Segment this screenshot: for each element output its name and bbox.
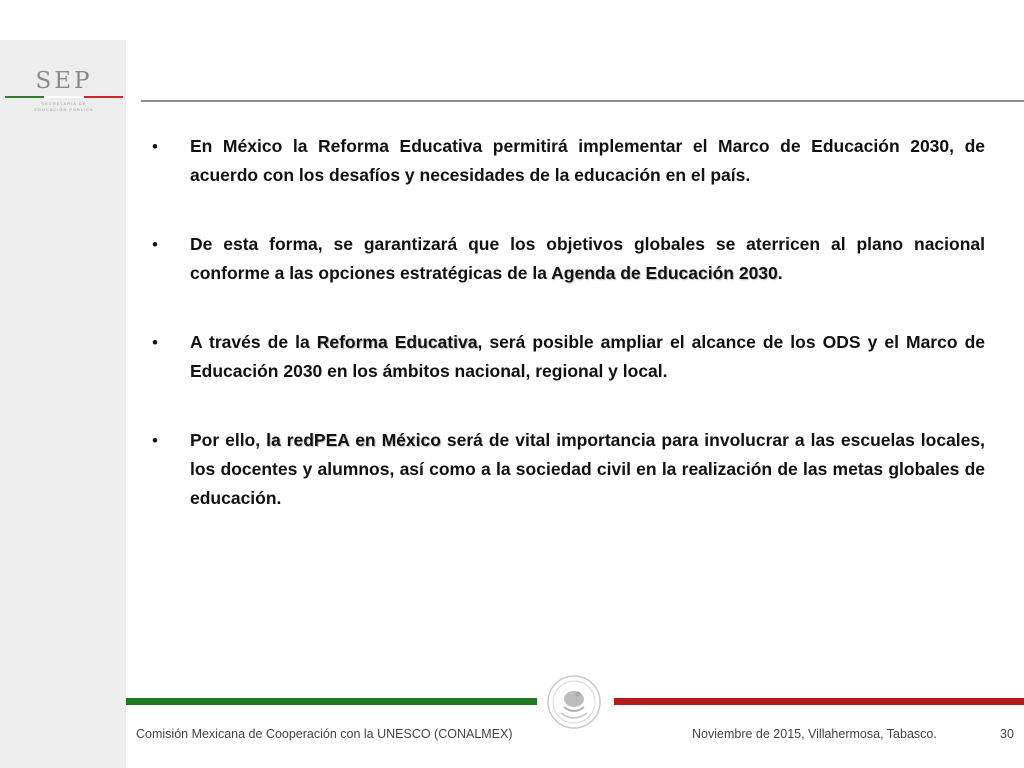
bullet-dot: •: [152, 137, 158, 156]
sep-logo: [4, 68, 124, 128]
emphasized-text: la redPEA en México: [266, 430, 441, 450]
header-divider: [141, 100, 1024, 102]
footer-green-bar: [126, 698, 537, 705]
bullet-item: [150, 426, 985, 513]
text-segment: , será posible ampliar el alcance de los ODS y el Marco de Educación 2030 en los ámbitos nacional, regional y local.: [190, 332, 985, 381]
bullet-text: [190, 328, 985, 386]
logo-flag-stripe: [5, 96, 123, 98]
bullet-item: [150, 230, 985, 288]
bullet-text: [190, 132, 985, 190]
bullet-text: [190, 426, 985, 513]
logo-title: SEP: [35, 68, 93, 94]
text-segment: En México la Reforma Educativa permitirá implementar el Marco de Educación 2030, de acuerdo con los desafíos y necesidades de la educación en el país.: [190, 136, 985, 185]
logo-subtitle-line1: SECRETARÍA DE: [41, 101, 87, 106]
left-sidebar: [0, 40, 126, 768]
page-number: 30: [1000, 727, 1014, 741]
footer-red-bar: [614, 698, 1024, 705]
emphasized-text: Reforma Educativa: [316, 332, 478, 352]
bullet-dot: •: [152, 333, 158, 352]
text-segment: .: [777, 263, 783, 283]
bullet-item: [150, 132, 985, 190]
logo-subtitle-line2: EDUCACIÓN PÚBLICA: [34, 107, 94, 112]
bullet-item: [150, 328, 985, 386]
text-segment: Por ello,: [190, 430, 267, 450]
national-seal-icon: [543, 669, 605, 735]
text-segment: será de vital importancia para involucrar a las escuelas locales, los docentes y alumnos, así como a la sociedad civil en la realización de las metas globales de educación.: [190, 430, 985, 508]
bullet-text: [190, 230, 985, 288]
text-segment: A través de la: [190, 332, 317, 352]
footer-organization: Comisión Mexicana de Cooperación con la UNESCO (CONALMEX): [136, 727, 513, 741]
bullet-dot: •: [152, 235, 158, 254]
bullet-dot: •: [152, 431, 158, 450]
text-segment: De esta forma, se garantizará que los objetivos globales se aterricen al plano nacional conforme a las opciones estratégicas de la: [190, 234, 985, 283]
bullet-list: [150, 132, 985, 553]
emphasized-text: Agenda de Educación 2030: [551, 263, 778, 283]
footer-date-place: Noviembre de 2015, Villahermosa, Tabasco.: [692, 727, 937, 741]
